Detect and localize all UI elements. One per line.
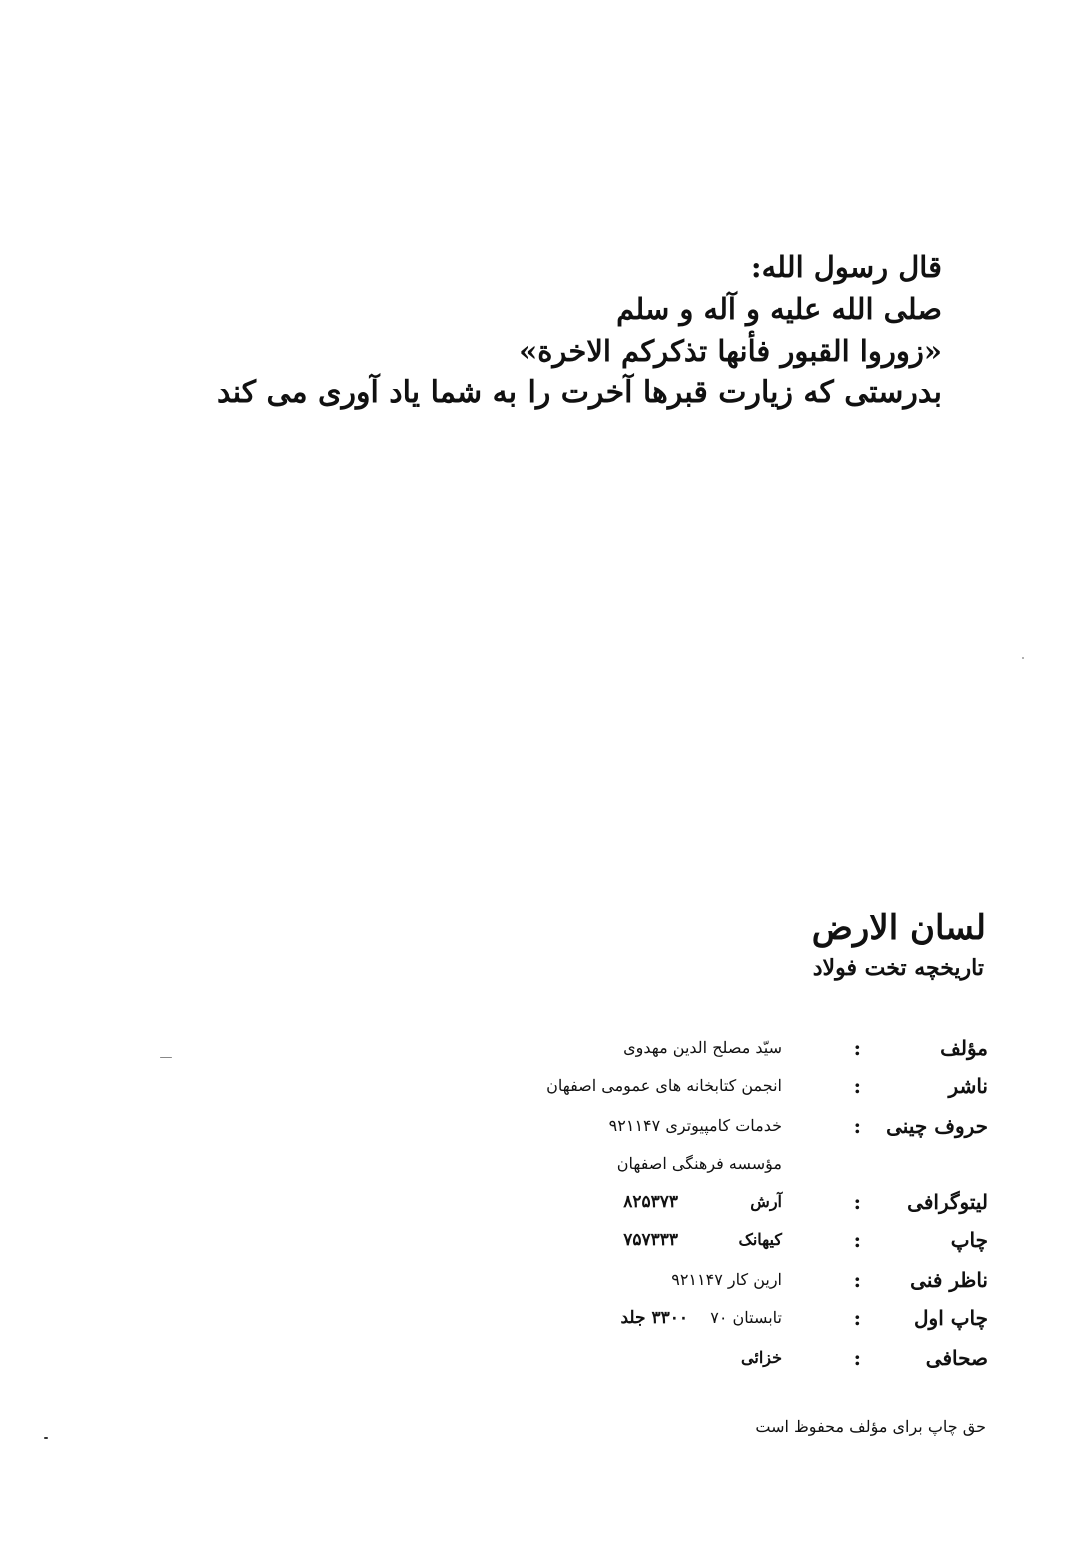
colophon-row-print bbox=[538, 1222, 988, 1260]
publisher-label: ناشر bbox=[948, 1074, 988, 1098]
colophon-row-edition bbox=[538, 1300, 988, 1338]
hadith-line-2: صلى الله عليه و آله و سلم bbox=[616, 292, 942, 326]
supervisor-label: ناظر فنی bbox=[910, 1268, 988, 1292]
author-label: مؤلف bbox=[940, 1036, 988, 1060]
scan-speck bbox=[1022, 657, 1024, 659]
separator: : bbox=[853, 1114, 861, 1138]
print-phone: ۷۵۷۳۳۳ bbox=[623, 1230, 678, 1250]
hadith-translation: بدرستی که زیارت قبرها آخرت را به شما یاد آوری می کند bbox=[217, 375, 942, 410]
copyright-notice: حق چاپ برای مؤلف محفوظ است bbox=[755, 1417, 986, 1436]
author-value: سیّد مصلح الدین مهدوی bbox=[623, 1038, 782, 1057]
typesetting-label: حروف چینی bbox=[886, 1114, 988, 1138]
hadith-line-1: قال رسول الله: bbox=[750, 250, 942, 284]
edition-label: چاپ اول bbox=[914, 1306, 988, 1330]
separator: : bbox=[853, 1268, 861, 1292]
book-subtitle: تاریخچه تخت فولاد bbox=[812, 955, 984, 981]
colophon-row-publisher bbox=[538, 1068, 988, 1106]
separator: : bbox=[853, 1036, 861, 1060]
scan-speck bbox=[44, 1437, 48, 1439]
lithography-name: آرش bbox=[750, 1192, 782, 1211]
separator: : bbox=[853, 1346, 861, 1370]
typesetting-value: خدمات کامپیوتری ۹۲۱۱۴۷ bbox=[608, 1116, 782, 1135]
separator: : bbox=[853, 1228, 861, 1252]
lithography-phone: ۸۲۵۳۷۳ bbox=[623, 1192, 678, 1212]
separator: : bbox=[853, 1306, 861, 1330]
separator: : bbox=[853, 1074, 861, 1098]
hadith-block bbox=[217, 246, 942, 414]
colophon-row-typesetting-2 bbox=[538, 1146, 988, 1184]
print-name: کیهانک bbox=[738, 1230, 782, 1249]
typesetting-value-2: مؤسسه فرهنگی اصفهان bbox=[616, 1154, 782, 1173]
print-label: چاپ bbox=[950, 1228, 988, 1252]
scan-speck bbox=[160, 1057, 172, 1058]
binding-label: صحافی bbox=[925, 1346, 988, 1370]
binding-value: خزائی bbox=[741, 1348, 782, 1367]
edition-date: تابستان ۷۰ bbox=[710, 1308, 782, 1327]
colophon-row-author bbox=[538, 1030, 988, 1068]
edition-copies: ۳۳۰۰ جلد bbox=[620, 1308, 688, 1328]
separator: : bbox=[853, 1190, 861, 1214]
supervisor-value: ارین کار ۹۲۱۱۴۷ bbox=[671, 1270, 782, 1289]
colophon-row-typesetting bbox=[538, 1108, 988, 1146]
publisher-value: انجمن کتابخانه های عمومی اصفهان bbox=[546, 1076, 782, 1095]
hadith-line-3: «زوروا القبور فأنها تذكركم الاخرة» bbox=[519, 334, 942, 368]
colophon-row-binding bbox=[538, 1340, 988, 1378]
colophon-row-supervisor bbox=[538, 1262, 988, 1300]
book-title: لسان الارض bbox=[811, 908, 986, 948]
colophon-row-lithography bbox=[538, 1184, 988, 1222]
lithography-label: لیتوگرافی bbox=[907, 1190, 988, 1214]
